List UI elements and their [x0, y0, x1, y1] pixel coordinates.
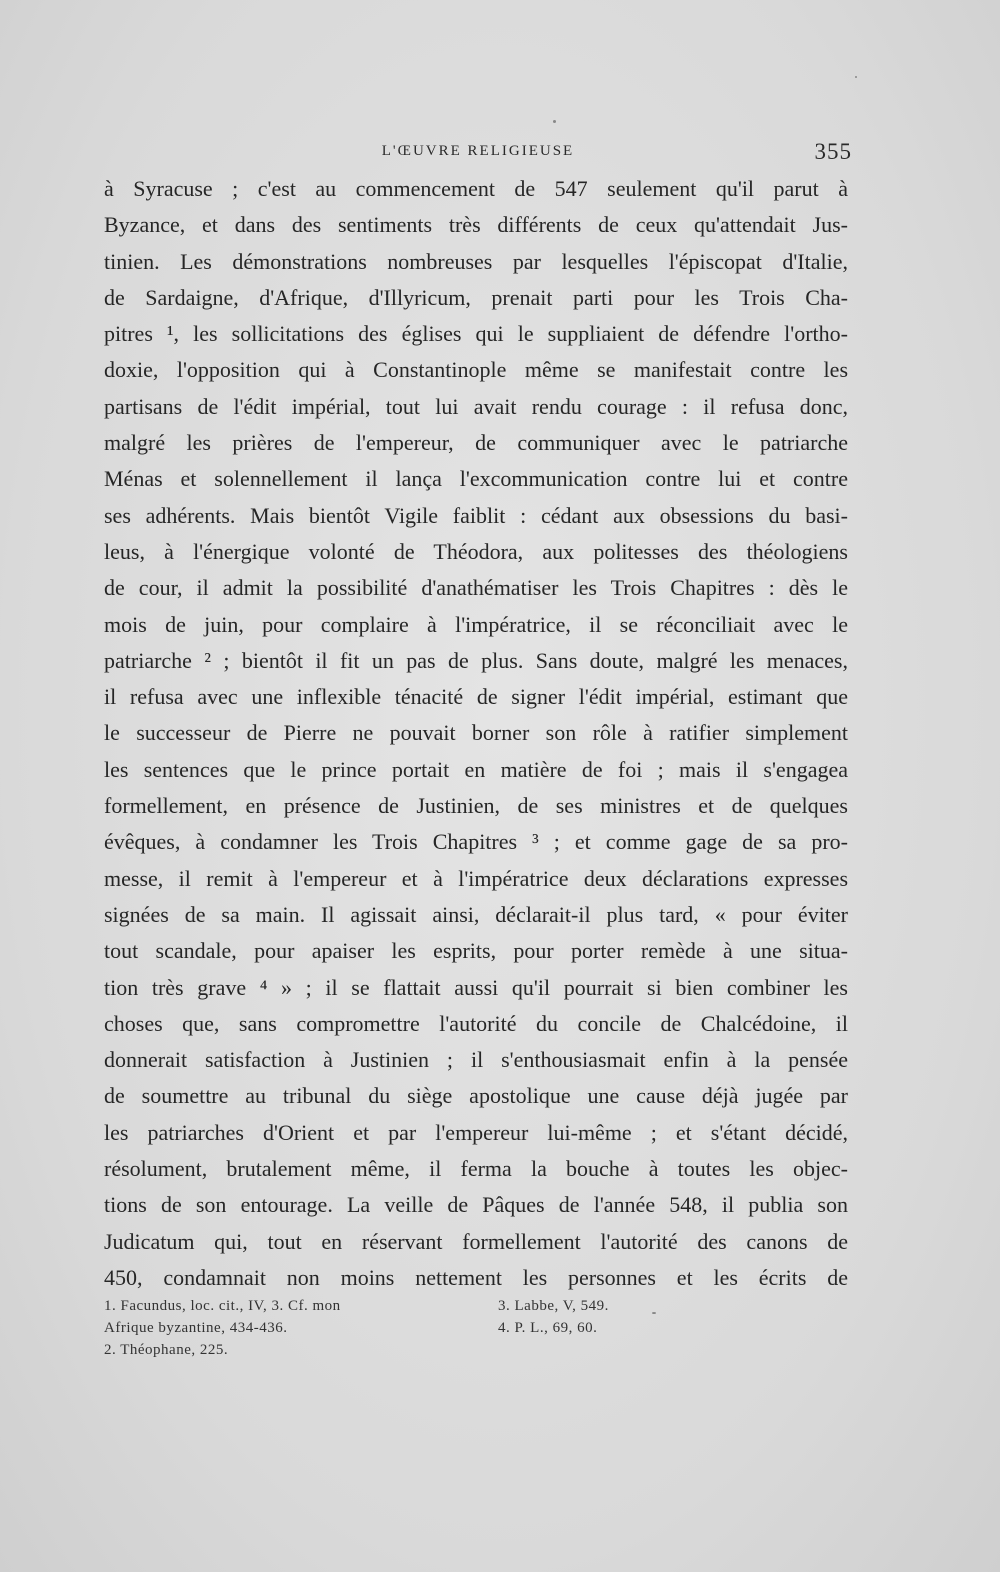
footnote: 3. Labbe, V, 549. — [498, 1298, 609, 1314]
footnote: 1. Facundus, loc. cit., IV, 3. Cf. mon — [104, 1298, 341, 1314]
text-line: le successeur de Pierre ne pouvait borner son rôle à ratifier simplement — [104, 720, 848, 746]
text-line: à Syracuse ; c'est au commencement de 547 seulement qu'il parut à — [104, 176, 848, 201]
text-line: malgré les prières de l'empereur, de communiquer avec le patriarche — [104, 430, 848, 456]
footnote: 4. P. L., 69, 60. — [498, 1320, 598, 1336]
text-line: Byzance, et dans des sentiments très différents de ceux qu'attendait Jus- — [104, 212, 848, 238]
text-line: tions de son entourage. La veille de Pâques de l'année 548, il publia son — [104, 1192, 848, 1218]
text-line: partisans de l'édit impérial, tout lui avait rendu courage : il refusa donc, — [104, 393, 848, 419]
footnotes-right-column — [498, 1295, 698, 1339]
text-line: de soumettre au tribunal du siège apostolique une cause déjà jugée par — [104, 1083, 848, 1109]
text-line: tion très grave ⁴ » ; il se flattait aussi qu'il pourrait si bien combiner les — [104, 974, 848, 1000]
text-line: les patriarches d'Orient et par l'empereur lui-même ; et s'étant décidé, — [104, 1119, 848, 1145]
body-text — [104, 171, 848, 1296]
text-line: Ménas et solennellement il lança l'excommunication contre lui et contre — [104, 466, 848, 492]
text-line: tout scandale, pour apaiser les esprits, pour porter remède à une situa- — [104, 938, 848, 964]
text-line: formellement, en présence de Justinien, de ses ministres et de quelques — [104, 793, 848, 819]
footnote: Afrique byzantine, 434-436. — [104, 1320, 288, 1336]
text-line: pitres ¹, les sollicitations des églises qui le suppliaient de défendre l'ortho- — [104, 321, 848, 347]
text-line: Judicatum qui, tout en réservant formellement l'autorité des canons de — [104, 1228, 848, 1254]
text-line: de Sardaigne, d'Afrique, d'Illyricum, prenait parti pour les Trois Cha- — [104, 284, 848, 310]
text-line: donnerait satisfaction à Justinien ; il s'enthousiasmait enfin à la pensée — [104, 1047, 848, 1073]
text-line: mois de juin, pour complaire à l'impératrice, il se réconciliait avec le — [104, 611, 848, 637]
running-title: L'ŒUVRE RELIGIEUSE — [381, 143, 575, 159]
text-line: choses que, sans compromettre l'autorité du concile de Chalcédoine, il — [104, 1010, 848, 1036]
text-line: les sentences que le prince portait en matière de foi ; mais il s'engagea — [104, 756, 848, 782]
footnotes-left-column — [104, 1295, 464, 1361]
text-line: signées de sa main. Il agissait ainsi, déclarait-il plus tard, « pour éviter — [104, 901, 848, 927]
page-number: 355 — [814, 139, 852, 164]
paper-speck — [553, 120, 556, 123]
paper-speck — [855, 76, 857, 78]
text-line: doxie, l'opposition qui à Constantinople même se manifestait contre les — [104, 357, 848, 383]
text-line: leus, à l'énergique volonté de Théodora, aux politesses des théologiens — [104, 538, 848, 564]
text-line: de cour, il admit la possibilité d'anathématiser les Trois Chapitres : dès le — [104, 575, 848, 601]
footnote: 2. Théophane, 225. — [104, 1342, 229, 1358]
text-line: patriarche ² ; bientôt il fit un pas de plus. Sans doute, malgré les menaces, — [104, 647, 848, 673]
text-line: il refusa avec une inflexible ténacité de signer l'édit impérial, estimant que — [104, 684, 848, 710]
text-line: messe, il remit à l'empereur et à l'impératrice deux déclarations expresses — [104, 865, 848, 891]
text-line: ses adhérents. Mais bientôt Vigile faiblit : cédant aux obsessions du basi- — [104, 502, 848, 528]
text-line: évêques, à condamner les Trois Chapitres ³ ; et comme gage de sa pro- — [104, 829, 848, 855]
text-line: résolument, brutalement même, il ferma la bouche à toutes les objec- — [104, 1156, 848, 1182]
text-line: tinien. Les démonstrations nombreuses par lesquelles l'épiscopat d'Italie, — [104, 248, 848, 274]
text-line: 450, condamnait non moins nettement les personnes et les écrits de — [104, 1264, 848, 1290]
paper-speck — [652, 1312, 656, 1314]
running-head — [104, 139, 852, 167]
